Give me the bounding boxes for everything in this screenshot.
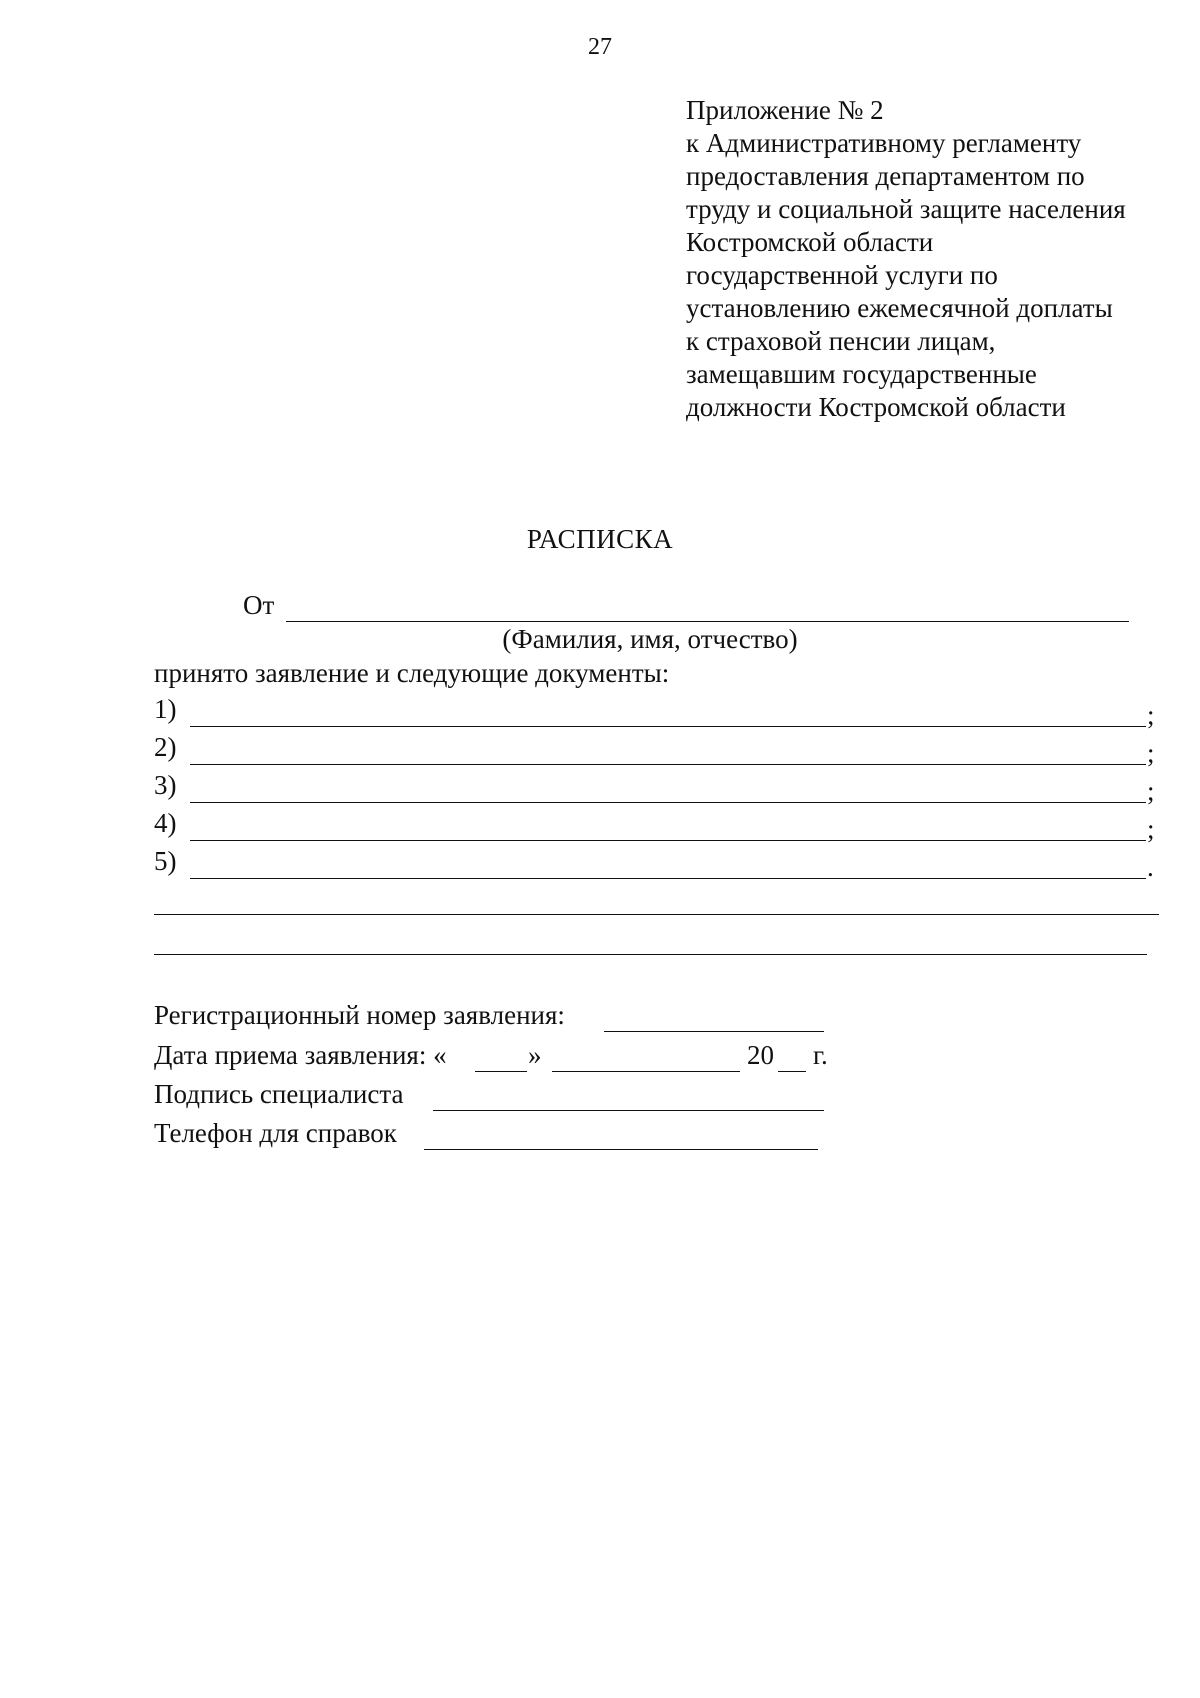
page-number: 27 (588, 34, 612, 60)
appendix-line: государственной услуги по (686, 260, 998, 290)
registration-label: Регистрационный номер заявления: (154, 1000, 565, 1030)
appendix-line: замещавшим государственные (686, 359, 1037, 389)
document-item-label: 3) (154, 770, 177, 800)
document-item-label: 4) (154, 808, 177, 838)
document-item-end: ; (1147, 738, 1155, 768)
appendix-line: установлению ежемесячной доплаты (686, 293, 1113, 323)
appendix-line: труду и социальной защите населения (686, 194, 1126, 224)
phone-field[interactable] (424, 1149, 818, 1150)
document-item-end: ; (1147, 776, 1155, 806)
from-name-field[interactable] (286, 621, 1129, 622)
date-quote-close: » (528, 1040, 542, 1070)
document-item-label: 5) (154, 846, 177, 876)
document-item-field[interactable] (190, 840, 1146, 841)
document-item-field[interactable] (190, 726, 1146, 727)
appendix-line: предоставления департаментом по (686, 161, 1085, 191)
document-item-field[interactable] (190, 802, 1146, 803)
from-label: От (243, 590, 275, 620)
date-year-field[interactable] (778, 1071, 806, 1072)
appendix-heading (686, 94, 1186, 424)
appendix-line: к Административному регламенту (686, 128, 1082, 158)
appendix-line: Костромской области (686, 227, 934, 257)
document-title: РАСПИСКА (526, 524, 674, 554)
date-day-field[interactable] (475, 1071, 527, 1072)
phone-label: Телефон для справок (154, 1118, 397, 1148)
date-month-field[interactable] (552, 1071, 740, 1072)
date-label: Дата приема заявления: « (154, 1040, 447, 1070)
signature-field[interactable] (433, 1110, 824, 1111)
document-item-end: . (1147, 852, 1154, 882)
date-year-suffix: г. (813, 1040, 828, 1070)
appendix-line: Приложение № 2 (686, 95, 884, 125)
appendix-line: должности Костромской области (686, 392, 1066, 422)
appendix-line: к страховой пенсии лицам, (686, 326, 996, 356)
registration-number-field[interactable] (604, 1031, 824, 1032)
extra-line-field[interactable] (154, 954, 1147, 955)
accepted-text: принято заявление и следующие документы: (154, 658, 670, 688)
document-item-end: ; (1147, 814, 1155, 844)
signature-label: Подпись специалиста (154, 1079, 404, 1109)
document-item-field[interactable] (190, 764, 1146, 765)
document-item-label: 2) (154, 732, 177, 762)
document-item-end: ; (1147, 700, 1155, 730)
document-item-field[interactable] (190, 878, 1146, 879)
date-year-prefix: 20 (747, 1040, 774, 1070)
extra-line-field[interactable] (154, 914, 1159, 915)
from-caption: (Фамилия, имя, отчество) (502, 624, 798, 654)
document-item-label: 1) (154, 694, 177, 724)
